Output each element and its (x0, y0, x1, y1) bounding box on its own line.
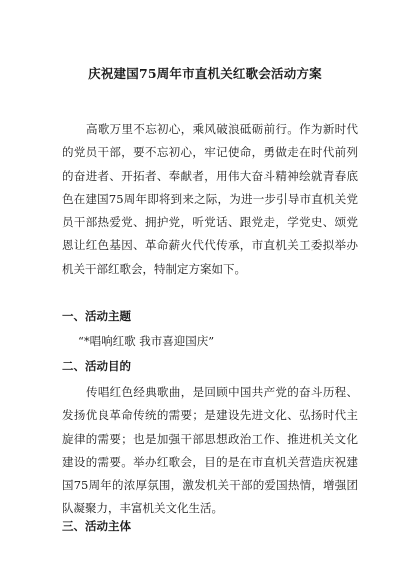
section-heading-purpose: 二、活动目的 (62, 359, 131, 373)
document-title: 庆祝建国75周年市直机关红歌会活动方案 (88, 66, 322, 81)
intro-paragraph: 高歌万里不忘初心，乘风破浪砥砺前行。作为新时代的党员干部，要不忘初心，牢记使命，勇做走在时代前列的奋进者、开拓者、奉献者，用伟大奋斗精神绘就青春底色在建国75周年即将到来之际，为进一步引导市直机关党员干部热爱党、拥护党，听党话、跟党走，学党史、颂党恩让红色基因、革命薪火代代传承，市直机关工委拟举办机关干部红歌会，特制定方案如下。 (62, 122, 358, 276)
section-heading-theme: 一、活动主题 (62, 309, 131, 323)
purpose-paragraph: 传唱红色经典歌曲，是回顾中国共产党的奋斗历程、发扬优良革命传统的需要；是建设先进文化、弘扬时代主旋律的需要；也是加强干部思想政治工作、推进机关文化建设的需要。举办红歌会，目的是在市直机关营造庆祝建国75周年的浓厚氛围，激发机关干部的爱国热情，增强团队凝聚力，丰富机关文化生活。 (62, 385, 358, 516)
theme-text: “*唱响红歌 我市喜迎国庆” (78, 334, 215, 348)
section-heading-subject: 三、活动主体 (62, 519, 131, 533)
